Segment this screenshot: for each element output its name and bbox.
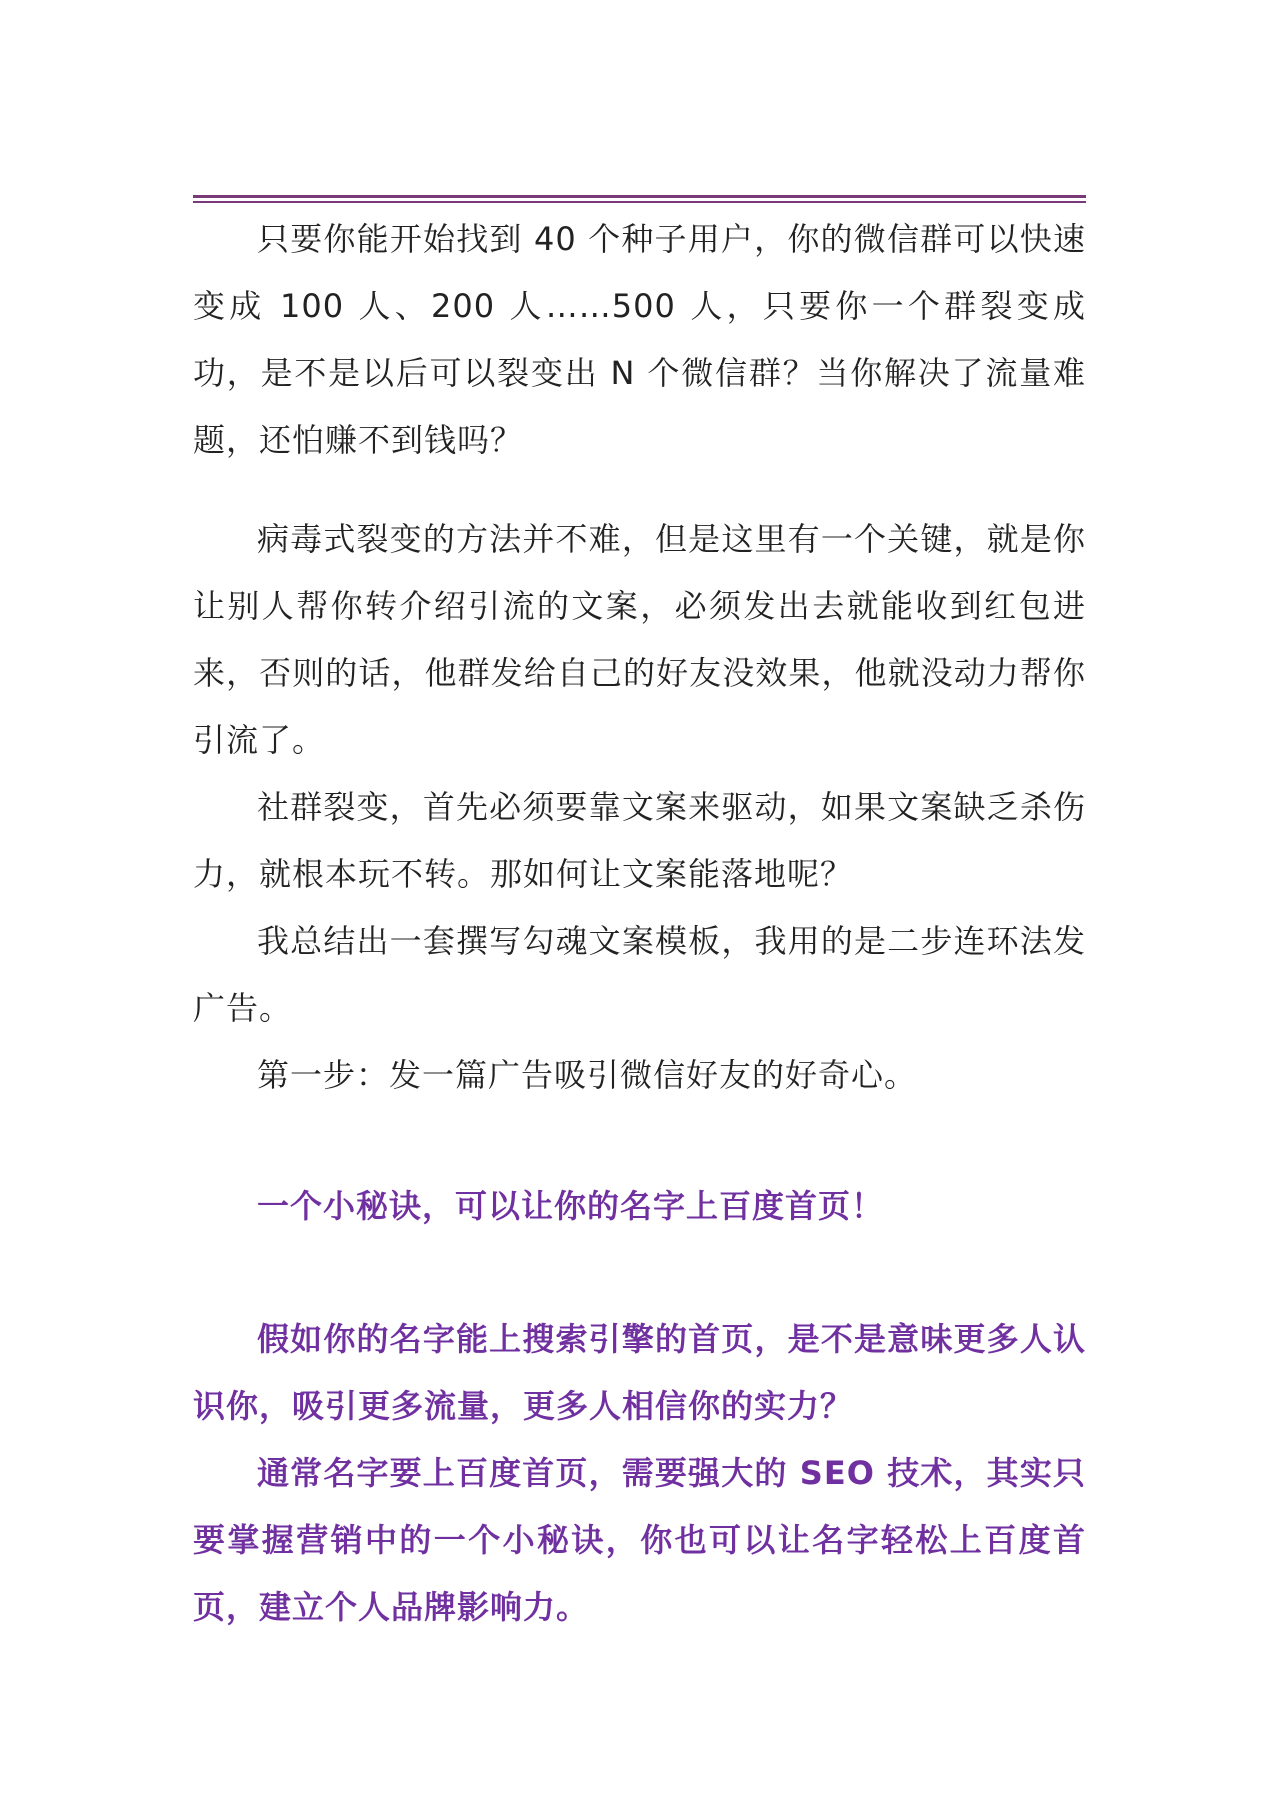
paragraph-community-copy: 社群裂变，首先必须要靠文案来驱动，如果文案缺乏杀伤力，就根本玩不转。那如何让文案能落地呢？ xyxy=(193,788,1086,893)
paragraph-spacer xyxy=(193,474,1086,506)
highlight-paragraph-seo: 通常名字要上百度首页，需要强大的 SEO 技术，其实只要掌握营销中的一个小秘诀，你也可以让名字轻松上百度首页，建立个人品牌影响力。 xyxy=(193,1454,1086,1626)
paragraph-template: 我总结出一套撰写勾魂文案模板，我用的是二步连环法发广告。 xyxy=(193,922,1086,1027)
header-rule-bottom xyxy=(193,201,1086,203)
section-spacer xyxy=(193,1109,1086,1173)
paragraph-seed-users: 只要你能开始找到 40 个种子用户，你的微信群可以快速变成 100 人、200 人……500 人，只要你一个群裂变成功，是不是以后可以裂变出 N 个微信群？当你解决了流量难题，还怕赚不到钱吗？ xyxy=(193,220,1086,459)
paragraph-step-one: 第一步：发一篇广告吸引微信好友的好奇心。 xyxy=(257,1056,918,1094)
highlight-heading: 一个小秘诀，可以让你的名字上百度首页！ xyxy=(257,1187,885,1225)
header-rule-top xyxy=(193,195,1086,198)
highlight-paragraph-search: 假如你的名字能上搜索引擎的首页，是不是意味更多人认识你，吸引更多流量，更多人相信你的实力？ xyxy=(193,1320,1086,1425)
paragraph-viral-method: 病毒式裂变的方法并不难，但是这里有一个关键，就是你让别人帮你转介绍引流的文案，必须发出去就能收到红包进来，否则的话，他群发给自己的好友没效果，他就没动力帮你引流了。 xyxy=(193,520,1086,759)
document-body xyxy=(193,206,1086,1641)
section-spacer xyxy=(193,1240,1086,1306)
